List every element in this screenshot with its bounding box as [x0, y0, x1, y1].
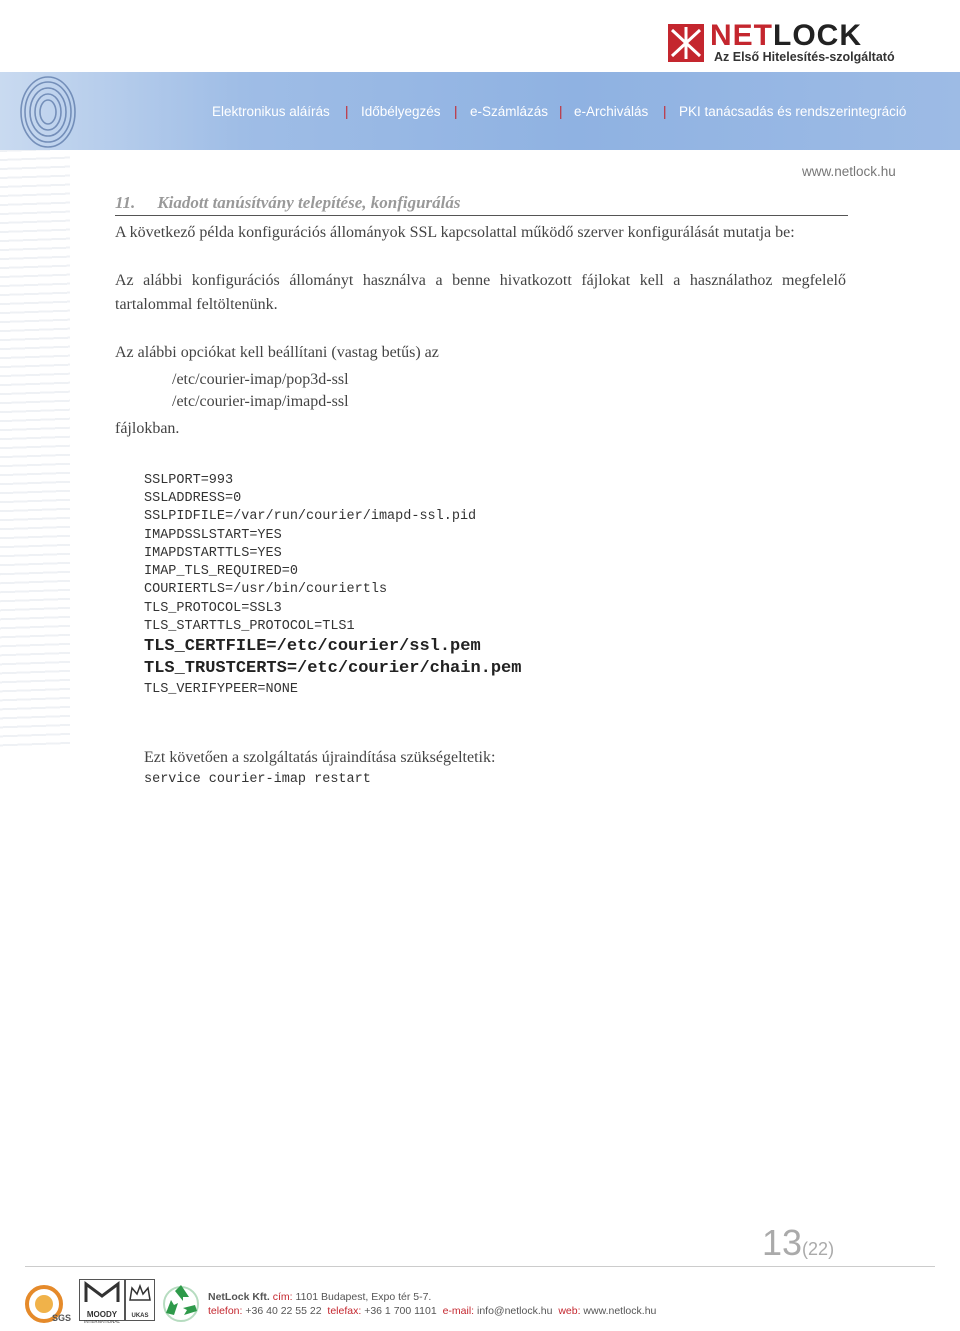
config-line-bold: TLS_TRUSTCERTS=/etc/courier/chain.pem: [144, 659, 522, 678]
restart-command: service courier-imap restart: [144, 772, 371, 787]
footer-email-link[interactable]: info@netlock.hu: [477, 1305, 553, 1317]
nav-item-elektronikus-alairas[interactable]: Elektronikus aláírás: [212, 104, 330, 119]
ukas-crown-icon: [126, 1280, 154, 1308]
moody-mark-icon: [80, 1280, 124, 1306]
config-line: COURIERTLS=/usr/bin/couriertls: [144, 582, 388, 597]
config-line: TLS_PROTOCOL=SSL3: [144, 601, 282, 616]
config-line: IMAP_TLS_REQUIRED=0: [144, 564, 298, 579]
nav-separator: |: [559, 104, 563, 119]
logo-mark-icon: [668, 24, 704, 62]
nav-separator: |: [345, 104, 349, 119]
recycle-icon: [160, 1281, 202, 1323]
heading-rule: [115, 215, 848, 216]
footer-web-link[interactable]: www.netlock.hu: [583, 1305, 657, 1317]
nav-item-pki-tanacsadas[interactable]: PKI tanácsadás és rendszerintegráció: [679, 104, 907, 119]
config-line: SSLPIDFILE=/var/run/courier/imapd-ssl.pid: [144, 509, 477, 524]
config-line: TLS_STARTTLS_PROTOCOL=TLS1: [144, 619, 355, 634]
files-suffix: fájlokban.: [115, 420, 180, 437]
file-path-pop3d: /etc/courier-imap/pop3d-ssl: [172, 371, 349, 388]
nav-separator: |: [454, 104, 458, 119]
options-intro: Az alábbi opciókat kell beállítani (vastag betűs) az: [115, 344, 439, 361]
footer-address-line: NetLock Kft. cím: 1101 Budapest, Expo tér 5-7.: [208, 1291, 432, 1303]
config-line: IMAPDSSLSTART=YES: [144, 528, 282, 543]
section-number: 11.: [115, 193, 136, 212]
footer-address: 1101 Budapest, Expo tér 5-7.: [295, 1291, 432, 1303]
logo-tagline: Az Első Hitelesítés-szolgáltató: [714, 50, 895, 64]
site-url-link[interactable]: www.netlock.hu: [802, 164, 896, 179]
sgs-badge-label: SGS: [52, 1313, 72, 1323]
config-line: IMAPDSTARTTLS=YES: [144, 546, 282, 561]
nav-item-e-archivalas[interactable]: e-Archiválás: [574, 104, 649, 119]
nav-separator: |: [663, 104, 667, 119]
intro-paragraph: A következő példa konfigurációs állományok SSL kapcsolattal működő szerver konfigurálását mutatja be:: [115, 224, 795, 241]
section-heading: [115, 193, 461, 213]
footer-company: NetLock Kft.: [208, 1291, 270, 1303]
fingerprint-icon: [18, 74, 78, 150]
footer-fax: +36 1 700 1101: [364, 1305, 437, 1317]
logo-wordmark: NETLOCK: [710, 19, 862, 52]
footer-rule: [25, 1266, 935, 1267]
config-line: TLS_VERIFYPEER=NONE: [144, 682, 298, 697]
section-title: Kiadott tanúsítvány telepítése, konfigurálás: [157, 193, 461, 212]
footer-contact-line: telefon: +36 40 22 55 22 telefax: +36 1 700 1101 e-mail: info@netlock.hu web: www.netlock.hu: [208, 1305, 657, 1317]
page-number: 13(22): [762, 1222, 835, 1263]
config-paragraph: Az alábbi konfigurációs állományt használva a benne hivatkozott fájlokat kell a használathoz megfelelő tartalommal feltöltenünk.: [115, 272, 846, 313]
netlock-logo[interactable]: [668, 19, 913, 66]
config-line: SSLADDRESS=0: [144, 491, 242, 506]
nav-item-e-szamlazas[interactable]: e-Számlázás: [470, 104, 549, 119]
config-line: SSLPORT=993: [144, 473, 234, 488]
file-path-imapd: /etc/courier-imap/imapd-ssl: [172, 393, 349, 410]
config-line-bold: TLS_CERTFILE=/etc/courier/ssl.pem: [144, 637, 481, 656]
footer-phone: +36 40 22 55 22: [245, 1305, 322, 1317]
decorative-lines: [0, 150, 70, 750]
nav-item-idobelyegzes[interactable]: Időbélyegzés: [361, 104, 441, 119]
restart-text: Ezt követően a szolgáltatás újraindítása szükségeltetik:: [144, 749, 496, 766]
ukas-badge: UKAS: [125, 1279, 155, 1321]
moody-badge: MOODY INTERNATIONAL: [79, 1279, 125, 1321]
